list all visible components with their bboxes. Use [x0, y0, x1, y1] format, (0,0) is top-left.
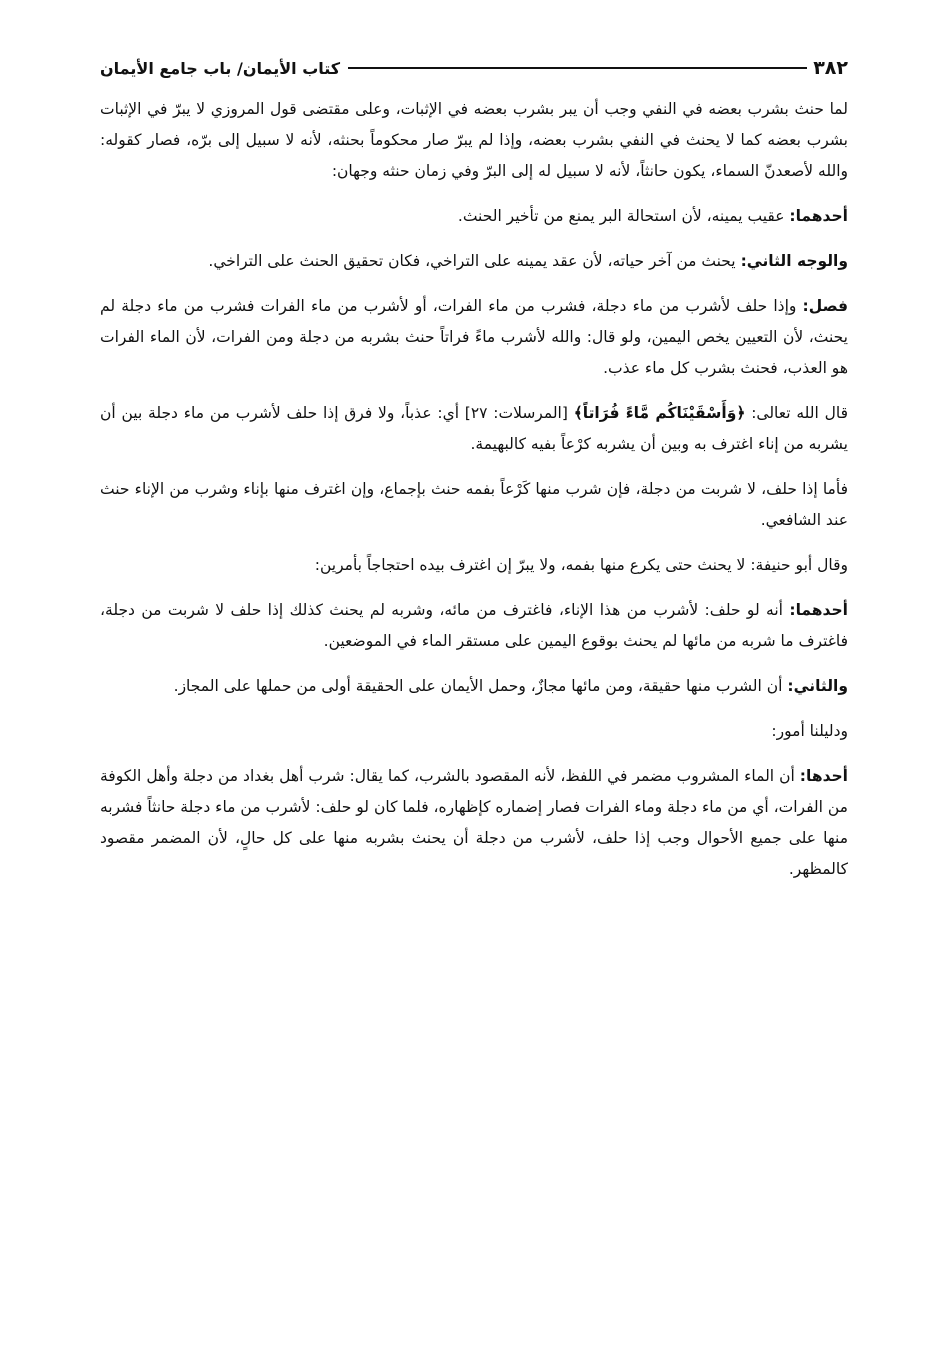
paragraph-lead: أحدها: [799, 767, 848, 785]
paragraph [100, 246, 848, 277]
quran-verse: ﴿وَأَسْقَيْنَاكُم مَّاءً فُرَاتاً﴾ [573, 404, 746, 422]
paragraph-text: أنه لو حلف: لأشرب من هذا الإناء، فاغترف من مائه، وشربه لم يحنث كذلك إذا حلف لا شربت من دجلة، فاغترف ما شربه من مائها لم يحنث بوقوع اليمين على مستقر الماء في الموضعين. [100, 601, 848, 650]
paragraph-text: ودليلنا أمور: [771, 722, 848, 740]
paragraph-text: عقيب يمينه، لأن استحالة البر يمنع من تأخير الحنث. [457, 207, 790, 225]
page-number: ٣٨٢ [813, 57, 848, 79]
paragraph-lead: فصل: [802, 297, 848, 315]
paragraph [100, 716, 848, 747]
paragraph-text: وقال أبو حنيفة: لا يحنث حتى يكرع منها بفمه، ولا يبرّ إن اغترف بيده احتجاجاً بأمرين: [314, 556, 848, 574]
page-header [100, 50, 848, 86]
paragraph-text: يحنث من آخر حياته، لأن عقد يمينه على التراخي، فكان تحقيق الحنث على التراخي. [208, 252, 741, 270]
paragraph [100, 474, 848, 536]
paragraph-pre: قال الله تعالى: [745, 404, 848, 422]
paragraph [100, 550, 848, 581]
paragraph-text: وإذا حلف لأشرب من ماء دجلة، فشرب من ماء الفرات، أو لأشرب من ماء الفرات فشرب من ماء دجلة لم يحنث، لأن التعيين يخص اليمين، ولو قال: والله لأشرب ماءً فراتاً حنث بشربه من دجلة ومن الفرات، لأن الماء الفرات هو العذب، فحنث بشرب كل ماء عذب. [100, 297, 848, 377]
paragraph [100, 398, 848, 460]
paragraph-lead: والثاني: [787, 677, 848, 695]
paragraph [100, 595, 848, 657]
paragraph-lead: والوجه الثاني: [740, 252, 848, 270]
paragraph [100, 291, 848, 384]
paragraph-lead: أحدهما: [789, 207, 848, 225]
paragraph [100, 94, 848, 187]
paragraph-lead: أحدهما: [789, 601, 848, 619]
header-rule [348, 67, 807, 69]
paragraph-text: أن الماء المشروب مضمر في اللفظ، لأنه المقصود بالشرب، كما يقال: شرب أهل بغداد من دجلة وأهل الكوفة من الفرات، أي من ماء دجلة وماء الفرات فصار إضماره كإظهاره، فلما كان لو حلف: لأشرب من ماء دجلة حانثاً فشربه منها على جميع الأحوال وجب إذا حلف، لأشرب من دجلة أن يحنث بشربه منها على كل حالٍ، لأن المضمر مقصود كالمظهر. [100, 767, 848, 878]
paragraph-text: [المرسلات: ٢٧] أي: عذباً، ولا فرق إذا حلف لأشرب من ماء دجلة بين أن يشربه من إناء اغترف به وبين أن يشربه كرْعاً بفيه كالبهيمة. [100, 404, 848, 453]
paragraph [100, 201, 848, 232]
paragraph [100, 671, 848, 702]
paragraph-text: لما حنث بشرب بعضه في النفي وجب أن يبر بشرب بعضه في الإثبات، وعلى مقتضى قول المروزي لا يبرّ في الإثبات بشرب بعضه كما لا يحنث في النفي بشرب بعضه، وإذا لم يبرّ صار محكوماً بحنثه، لأنه لا سبيل إلى برّه، فصار كقوله: والله لأصعدنّ السماء، يكون حانثاً، لأنه لا سبيل له إلى البرّ وفي زمان حنثه وجهان: [100, 100, 848, 180]
page-body [100, 94, 848, 885]
paragraph-text: أن الشرب منها حقيقة، ومن مائها مجازٌ، وحمل الأيمان على الحقيقة أولى من حملها على المجاز. [173, 677, 788, 695]
paragraph-text: فأما إذا حلف، لا شربت من دجلة، فإن شرب منها كَرْعاً بفمه حنث بإجماع، وإن اغترف منها بإناء وشرب من الإناء حنث عند الشافعي. [100, 480, 848, 529]
running-title: كتاب الأيمان/ باب جامع الأيمان [100, 58, 341, 78]
paragraph [100, 761, 848, 885]
book-page [100, 50, 848, 899]
